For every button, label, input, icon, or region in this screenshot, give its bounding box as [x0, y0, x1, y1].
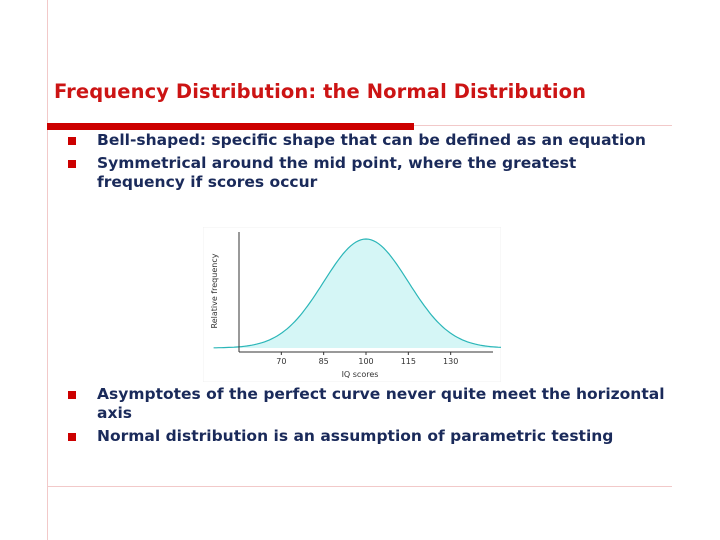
title-underline-rule	[414, 125, 672, 126]
title-accent-bar	[47, 123, 414, 130]
bullet-item	[66, 154, 666, 192]
x-tick-label: 70	[276, 357, 287, 366]
bullet-text: Normal distribution is an assumption of parametric testing	[97, 427, 614, 445]
x-tick-label: 100	[358, 357, 374, 366]
x-tick-label: 130	[443, 357, 459, 366]
x-tick-label: 85	[318, 357, 329, 366]
bullet-item	[66, 427, 666, 446]
square-bullet-icon	[68, 160, 76, 168]
bullet-item	[66, 385, 666, 423]
footer-rule	[47, 486, 672, 487]
left-margin-line	[47, 0, 48, 540]
bullet-list-bottom	[66, 385, 666, 450]
slide-title: Frequency Distribution: the Normal Distribution	[54, 80, 587, 103]
x-axis-label: IQ scores	[341, 370, 379, 379]
bullet-text: Bell-shaped: specific shape that can be defined as an equation	[97, 131, 646, 149]
bullet-item	[66, 131, 666, 150]
bullet-list-top	[66, 131, 666, 196]
square-bullet-icon	[68, 137, 76, 145]
y-axis-label: Relative frequency	[210, 253, 219, 329]
square-bullet-icon	[68, 391, 76, 399]
x-tick-label: 115	[400, 357, 416, 366]
chart-svg	[203, 227, 501, 382]
normal-distribution-chart	[203, 227, 501, 382]
bullet-text: Asymptotes of the perfect curve never quite meet the horizontal axis	[97, 385, 665, 422]
bullet-text: Symmetrical around the mid point, where the greatest frequency if scores occur	[97, 154, 577, 191]
square-bullet-icon	[68, 433, 76, 441]
